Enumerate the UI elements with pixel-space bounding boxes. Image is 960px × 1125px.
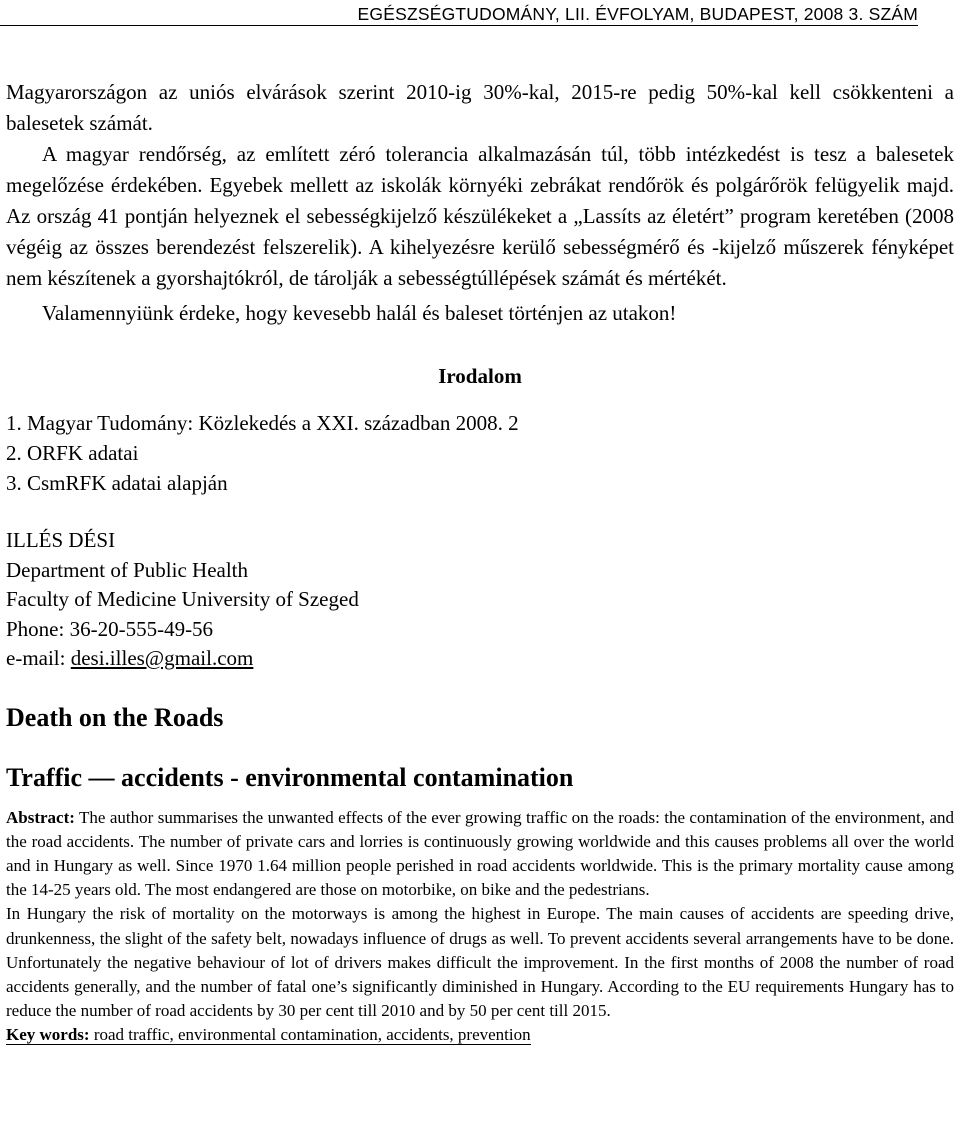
references-list <box>6 408 954 498</box>
running-header <box>0 0 918 26</box>
abstract-paragraph-2: In Hungary the risk of mortality on the motorways is among the highest in Europe. The main causes of accidents are speeding drive, drunkenness, the slight of the safety belt, nowadays influence of drugs as well. To prevent accidents several arrangements have to be done. Unfortunately the negative behaviour of lot of drivers makes difficult the improvement. In the first months of 2008 the number of road accidents generally, and the number of fatal one’s significantly diminished in Hungary. According to the EU requirements Hungary has to reduce the number of road accidents by 30 per cent till 2010 and by 50 per cent till 2015. <box>6 904 954 1021</box>
keywords-line <box>6 1023 954 1047</box>
abstract <box>6 806 954 1048</box>
keywords-underline <box>6 1025 531 1045</box>
author-block <box>6 526 954 674</box>
references-heading: Irodalom <box>438 364 522 388</box>
paragraph-1: Magyarországon az uniós elvárások szerint 2010-ig 30%-kal, 2015-re pedig 50%-kal kell csökkenteni a balesetek számát. <box>6 80 954 135</box>
reference-item-3: 3. CsmRFK adatai alapján <box>6 471 228 495</box>
reference-item-2: 2. ORFK adatai <box>6 441 139 465</box>
email-label: e-mail: <box>6 646 71 670</box>
reference-item-1: 1. Magyar Tudomány: Közlekedés a XXI. században 2008. 2 <box>6 411 519 435</box>
abstract-paragraph-1 <box>6 806 954 903</box>
keywords-text: road traffic, environmental contamination, accidents, prevention <box>89 1025 531 1045</box>
author-department: Department of Public Health <box>6 557 249 582</box>
english-subtitle: Traffic — accidents - environmental contamination <box>6 762 574 792</box>
abstract-text-1: The author summarises the unwanted effects of the ever growing traffic on the roads: the contamination of the environment, and the road accidents. The number of private cars and lorries is continuously growing worldwide and this causes problems all over the world and in Hungary as well. Since 1970 1.64 million people perished in road accidents worldwide. This is the primary mortality cause among the 14-25 years old. The most endangered are those on motorbike, on bike and the pedestrians. <box>6 807 954 900</box>
author-email-line <box>6 644 954 674</box>
abstract-label: Abstract: <box>6 807 75 827</box>
page-content <box>6 77 954 1048</box>
running-title: EGÉSZSÉGTUDOMÁNY, LII. ÉVFOLYAM, BUDAPEST, 2008 3. SZÁM <box>357 4 918 24</box>
author-faculty: Faculty of Medicine University of Szeged <box>6 587 359 611</box>
email-link[interactable]: desi.illes@gmail.com <box>70 646 254 670</box>
keywords-label: Key words: <box>6 1025 90 1045</box>
author-name: ILLÉS DÉSI <box>6 528 116 552</box>
author-phone: Phone: 36-20-555-49-56 <box>6 616 214 641</box>
paragraph-3: Valamennyiünk érdeke, hogy kevesebb halál és baleset történjen az utakon! <box>42 301 677 325</box>
paragraph-2: A magyar rendőrség, az említett zéró tolerancia alkalmazásán túl, több intézkedést is tesz a balesetek megelőzése érdekében. Egyebek mellett az iskolák környéki zebrákat rendőrök és polgárőrök felügyelik majd. Az ország 41 pontján helyeznek el sebességkijelző készülékeket a „Lassíts az életért” program keretében (2008 végéig az összes berendezést felszerelik). A kihelyezésre kerülő sebességmérő és -kijelző műszerek fényképet nem készítenek a gyorshajtókról, de tárolják a sebességtúllépések számát és mértékét. <box>6 142 954 290</box>
english-title: Death on the Roads <box>6 702 224 732</box>
